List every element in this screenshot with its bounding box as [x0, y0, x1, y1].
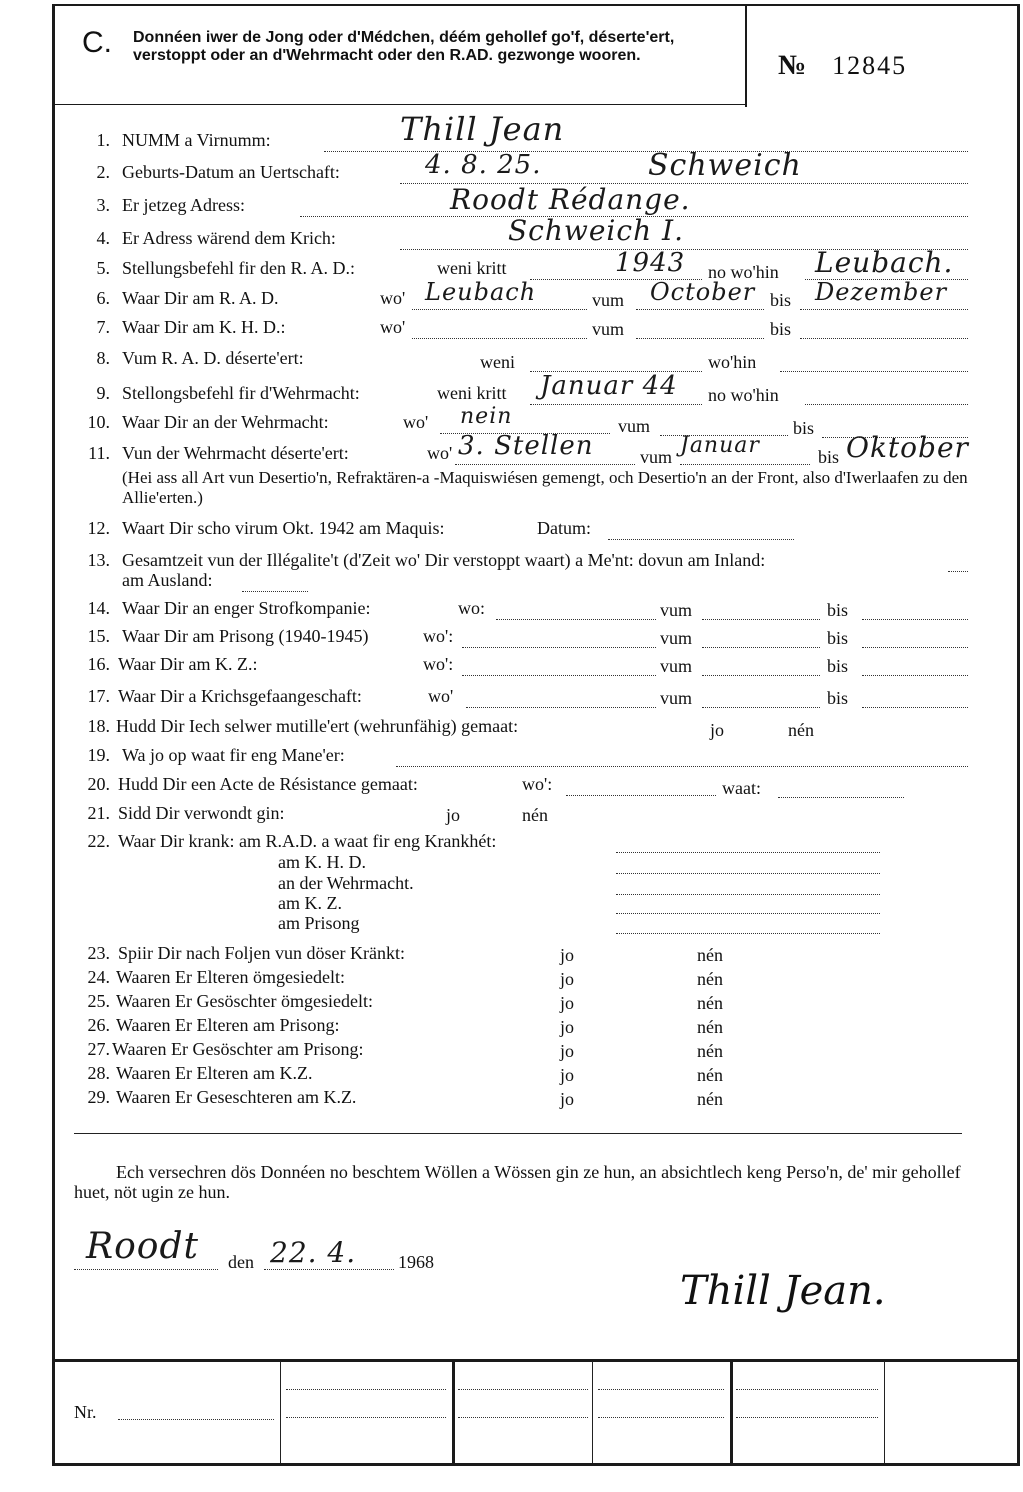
row-number: 10.: [87, 412, 110, 432]
desertion-to-value[interactable]: Oktober: [846, 431, 969, 464]
place-value[interactable]: Roodt: [86, 1226, 199, 1267]
fill-line: [598, 1416, 724, 1418]
fill-line: [702, 674, 820, 676]
birth-place-value[interactable]: Schweich: [648, 148, 802, 183]
field-label: Waar Dir krank: am R.A.D. a waat fir eng Krankhét:: [118, 831, 497, 851]
field-label: Waaren Er Elteren am K.Z.: [116, 1063, 313, 1083]
row-number: 4.: [96, 228, 110, 248]
vum-label: vum: [592, 290, 625, 310]
row-number: 19.: [87, 745, 110, 765]
fill-line: [862, 618, 968, 620]
when-label: weni kritt: [437, 383, 507, 403]
row-number: 22.: [87, 831, 110, 851]
fill-line: [616, 932, 880, 934]
field-label: Wa jo op waat fir eng Mane'er:: [122, 745, 345, 765]
fill-line: [566, 794, 716, 796]
bis-label: bis: [818, 447, 840, 467]
fill-line: [455, 463, 635, 465]
vum-label: vum: [660, 628, 693, 648]
rad-year-value[interactable]: 1943: [615, 248, 686, 278]
fill-line: [286, 1416, 446, 1418]
field-label: Waaren Er Gesöschter am Prisong:: [112, 1039, 364, 1059]
row-number: 9.: [96, 383, 110, 403]
vum-label: vum: [640, 447, 673, 467]
illness-sub-4: am Prisong: [278, 913, 360, 933]
fill-line: [242, 590, 308, 592]
no-option[interactable]: nén: [697, 1089, 723, 1109]
document-number-value: 12845: [832, 51, 908, 80]
row-number: 23.: [87, 943, 110, 963]
field-label: Waaren Er Elteren ömgesiedelt:: [116, 967, 345, 987]
wo-label: wo': [380, 317, 406, 337]
rad-place-value[interactable]: Leubach.: [815, 246, 954, 279]
field-label: Vum R. A. D. déserte'ert:: [122, 348, 304, 368]
row-number: 26.: [87, 1015, 110, 1035]
fill-line: [702, 618, 820, 620]
row-number: 20.: [87, 774, 110, 794]
wo-label: wo':: [522, 774, 553, 794]
vum-label: vum: [660, 656, 693, 676]
table-column-divider: [592, 1361, 593, 1465]
bis-label: bis: [793, 418, 815, 438]
row-number: 14.: [87, 598, 110, 618]
fill-line: [948, 570, 968, 572]
fill-line: [608, 538, 794, 540]
field-label: Hudd Dir Iech selwer mutille'ert (wehrunfähig) gemaat:: [116, 716, 519, 736]
field-label: Waaren Er Elteren am Prisong:: [116, 1015, 340, 1035]
name-value[interactable]: Thill Jean: [400, 110, 565, 148]
row-number: 28.: [87, 1063, 110, 1083]
field-label: Vun der Wehrmacht déserte'ert:: [122, 443, 349, 463]
table-column-divider: [730, 1361, 733, 1465]
wehrmacht-order-date-value[interactable]: Januar 44: [540, 371, 678, 401]
fill-line: [598, 1388, 724, 1390]
vum-label: vum: [660, 600, 693, 620]
rad-where-value[interactable]: Leubach: [425, 278, 537, 306]
row-number: 21.: [87, 803, 110, 823]
field-label: Hudd Dir een Acte de Résistance gemaat:: [118, 774, 418, 794]
yes-option[interactable]: jo: [560, 1065, 575, 1085]
bis-label: bis: [827, 628, 849, 648]
waat-label: waat:: [722, 778, 761, 798]
row-number: 3.: [96, 195, 110, 215]
wo-label: wo:: [458, 598, 485, 618]
table-column-divider: [452, 1361, 455, 1465]
number-sign: №: [778, 50, 807, 81]
abroad-label: am Ausland:: [122, 570, 213, 590]
no-option[interactable]: nén: [788, 720, 814, 740]
fill-line: [636, 308, 764, 310]
fill-line: [616, 912, 880, 914]
desertion-from-value[interactable]: Januar: [680, 433, 760, 458]
no-option[interactable]: nén: [697, 969, 723, 989]
birth-date-value[interactable]: 4. 8. 25.: [425, 150, 542, 180]
fill-line: [458, 1388, 588, 1390]
bis-label: bis: [770, 319, 792, 339]
row-number: 25.: [87, 991, 110, 1011]
vum-label: vum: [660, 688, 693, 708]
illness-sub-3: am K. Z.: [278, 893, 342, 913]
row-number: 17.: [87, 686, 110, 706]
fill-line: [412, 308, 587, 310]
fill-line: [462, 674, 656, 676]
field-label: Stellongsbefehl fir d'Wehrmacht:: [122, 383, 360, 403]
when-label: weni: [480, 352, 515, 372]
date-value[interactable]: 22. 4.: [270, 1236, 357, 1269]
field-label: Spiir Dir nach Foljen vun döser Kränkt:: [118, 943, 405, 963]
row-number: 5.: [96, 258, 110, 278]
fill-line: [702, 646, 820, 648]
field-label: Stellungsbefehl fir den R. A. D.:: [122, 258, 355, 278]
field-label: Waaren Er Gesöschter ömgesiedelt:: [116, 991, 373, 1011]
when-label: weni kritt: [437, 258, 507, 278]
field-label: Waar Dir am K. Z.:: [118, 654, 258, 674]
fill-line: [462, 646, 656, 648]
field-label: Er Adress wärend dem Krich:: [122, 228, 336, 248]
row-number: 6.: [96, 288, 110, 308]
office-use-table: [52, 1359, 1020, 1466]
row-number: 29.: [87, 1087, 110, 1107]
where-label: wo'hin: [708, 352, 757, 372]
yes-option[interactable]: jo: [560, 1017, 575, 1037]
row-number: 11.: [88, 443, 110, 463]
wo-label: wo':: [423, 626, 454, 646]
yes-option[interactable]: jo: [560, 969, 575, 989]
fill-line: [118, 1418, 274, 1420]
desertion-note: (Hei ass all Art vun Desertio'n, Refraktären-a -Maquiswiésen gemengt, och Desertio'n an der Front, also d'Iwerlaafen zu den Allie'erten.): [122, 468, 968, 507]
fill-line: [680, 463, 810, 465]
fill-line: [800, 308, 968, 310]
bis-label: bis: [827, 600, 849, 620]
row-number: 15.: [87, 626, 110, 646]
signature: Thill Jean.: [680, 1268, 886, 1314]
yes-option[interactable]: jo: [710, 720, 725, 740]
where-label: no wo'hin: [708, 385, 779, 405]
fill-line: [736, 1416, 878, 1418]
wo-label: wo': [428, 686, 454, 706]
field-label: Er jetzeg Adress:: [122, 195, 245, 215]
bis-label: bis: [827, 688, 849, 708]
field-label: Gesamtzeit vun der Illégalite't (d'Zeit wo' Dir verstoppt waart) a Me'nt: dovun am Inland:: [122, 550, 766, 570]
no-option[interactable]: nén: [697, 1017, 723, 1037]
fill-line: [616, 893, 880, 895]
frame-bottom-border: [52, 1463, 1020, 1466]
fill-line: [530, 403, 702, 405]
field-label: Geburts-Datum an Uertschaft:: [122, 162, 340, 182]
date-label: Datum:: [537, 518, 591, 538]
illness-sub-2: an der Wehrmacht.: [278, 873, 414, 893]
yes-option[interactable]: jo: [446, 805, 461, 825]
fill-line: [458, 1416, 588, 1418]
year-label: 1968: [398, 1252, 434, 1272]
fill-line: [412, 337, 587, 339]
section-heading: Donnéen iwer de Jong oder d'Médchen, déém gehollef go'f, déserte'ert, verstoppt oder an d'Wehrmacht oder den R.AD. gezwonge wooren.: [133, 29, 675, 64]
rad-from-value[interactable]: October: [650, 278, 756, 306]
fill-line: [74, 1268, 218, 1270]
fill-line: [616, 872, 880, 874]
vum-label: vum: [592, 319, 625, 339]
fill-line: [736, 1388, 878, 1390]
no-option[interactable]: nén: [697, 945, 723, 965]
address-value[interactable]: Roodt Rédange.: [450, 183, 691, 216]
header-rule: [52, 104, 746, 105]
wartime-address-value[interactable]: Schweich I.: [508, 214, 684, 247]
fill-line: [862, 674, 968, 676]
field-label: NUMM a Virnumm:: [122, 130, 271, 150]
row-number: 2.: [96, 162, 110, 182]
no-option[interactable]: nén: [697, 1041, 723, 1061]
row-number: 27.: [87, 1039, 110, 1059]
table-column-divider: [884, 1361, 885, 1465]
fill-line: [636, 337, 764, 339]
fill-line: [862, 646, 968, 648]
row-number: 1.: [96, 130, 110, 150]
field-label: Waart Dir scho virum Okt. 1942 am Maquis:: [122, 518, 445, 538]
declaration-text: Ech versechren dös Donnéen no beschtem Wöllen a Wössen gin ze hun, an absichtlech keng Perso'n, de' mir gehollef huet, nöt ugin ze hun.: [74, 1162, 961, 1202]
field-label: Waar Dir an der Wehrmacht:: [122, 412, 329, 432]
fill-line: [324, 150, 968, 152]
fill-line: [286, 1388, 446, 1390]
row-number: 16.: [87, 654, 110, 674]
yes-option[interactable]: jo: [560, 993, 575, 1013]
no-option[interactable]: nén: [697, 993, 723, 1013]
row-number: 24.: [87, 967, 110, 987]
row-number: 8.: [96, 348, 110, 368]
illness-sub-1: am K. H. D.: [278, 852, 366, 872]
wo-label: wo': [380, 288, 406, 308]
table-column-divider: [280, 1361, 281, 1465]
fill-line: [780, 370, 968, 372]
field-label: Waar Dir am Prisong (1940-1945): [122, 626, 369, 646]
row-number: 18.: [87, 716, 110, 736]
fill-line: [805, 403, 968, 405]
bis-label: bis: [770, 290, 792, 310]
field-label: Sidd Dir verwondt gin:: [118, 803, 285, 823]
fill-line: [778, 796, 904, 798]
field-label: Waar Dir am K. H. D.:: [122, 317, 286, 337]
row-number: 7.: [96, 317, 110, 337]
section-letter: C.: [82, 26, 112, 59]
fill-line: [396, 765, 968, 767]
section-divider: [74, 1133, 962, 1134]
fill-line: [862, 706, 968, 708]
fill-line: [702, 706, 820, 708]
yes-option[interactable]: jo: [560, 1041, 575, 1061]
bis-label: bis: [827, 656, 849, 676]
nr-label: Nr.: [74, 1402, 97, 1422]
wehrmacht-where-value[interactable]: nein: [460, 404, 513, 429]
field-label: Waaren Er Geseschteren am K.Z.: [116, 1087, 357, 1107]
document-number: [778, 50, 907, 82]
den-label: den: [228, 1252, 254, 1272]
row-number: 13.: [87, 550, 110, 570]
field-label: Waar Dir a Krichsgefaangeschaft:: [118, 686, 362, 706]
row-number: 12.: [87, 518, 110, 538]
header-divider: [745, 4, 747, 107]
fill-line: [616, 851, 880, 853]
field-label: Waar Dir an enger Strofkompanie:: [122, 598, 371, 618]
fill-line: [800, 337, 968, 339]
fill-line: [466, 706, 656, 708]
fill-line: [496, 618, 656, 620]
vum-label: vum: [618, 416, 651, 436]
no-option[interactable]: nén: [697, 1065, 723, 1085]
rad-to-value[interactable]: Dezember: [815, 278, 948, 306]
wo-label: wo': [403, 412, 429, 432]
yes-option[interactable]: jo: [560, 1089, 575, 1109]
no-option[interactable]: nén: [522, 805, 548, 825]
wo-label: wo':: [423, 654, 454, 674]
where-label: no wo'hin: [708, 262, 779, 282]
desertion-where-value[interactable]: 3. Stellen: [458, 431, 594, 461]
yes-option[interactable]: jo: [560, 945, 575, 965]
wo-label: wo': [427, 443, 453, 463]
field-label: Waar Dir am R. A. D.: [122, 288, 279, 308]
